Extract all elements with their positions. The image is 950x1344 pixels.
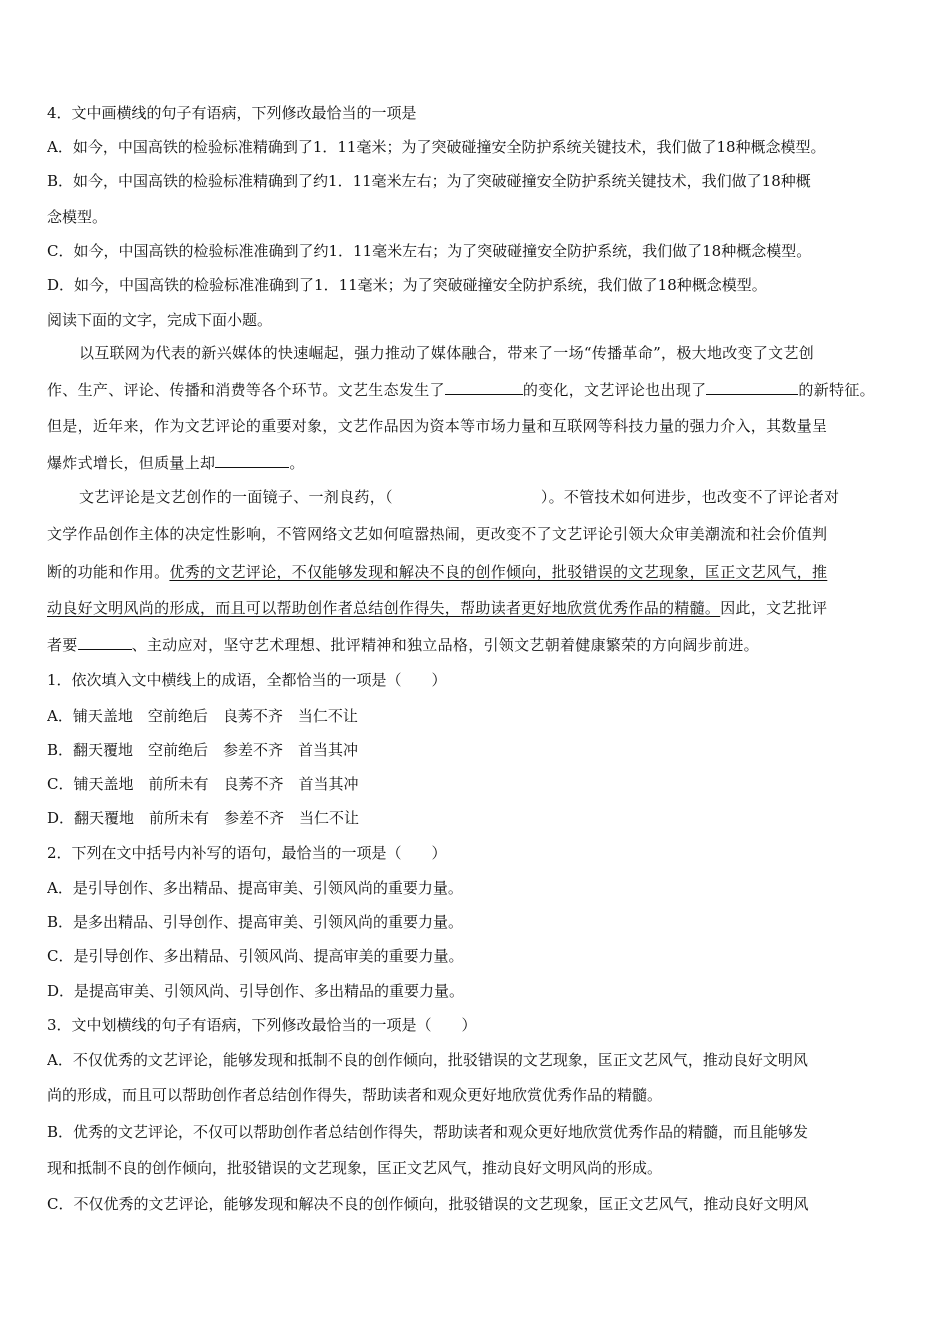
passage-p1-line2-a: 作、生产、评论、传播和消费等各个环节。文艺生态发生了	[47, 381, 445, 399]
q2-option-a: A．是引导创作、多出精品、提高审美、引领风尚的重要力量。	[47, 879, 463, 897]
q1-stem: 1．依次填入文中横线上的成语，全都恰当的一项是（ ）	[47, 671, 447, 689]
fill-blank-2	[706, 380, 798, 395]
fill-blank-3	[215, 453, 289, 468]
underlined-sentence-part2: 动良好文明风尚的形成，而且可以帮助创作者总结创作得失，帮助读者更好地欣赏优秀作品的精髓。	[47, 599, 721, 617]
q2-option-c: C．是引导创作、多出精品、引领风尚、提高审美的重要力量。	[47, 947, 464, 965]
passage-p1-line4-b: 。	[289, 454, 305, 472]
passage-p2-line1-a: 文艺评论是文艺创作的一面镜子、一剂良药，（	[79, 488, 393, 506]
passage-p1-line2	[47, 380, 907, 400]
passage-p2-line4	[47, 598, 907, 618]
passage-p2-line1	[79, 487, 907, 507]
q1-option-c: C．铺天盖地 前所未有 良莠不齐 首当其冲	[47, 775, 359, 793]
passage-p1-line4	[47, 453, 907, 473]
fill-blank-1	[445, 380, 523, 395]
passage-p1-line3: 但是，近年来，作为文艺评论的重要对象，文艺作品因为资本等市场力量和互联网等科技力量的强力介入，其数量呈	[47, 417, 828, 435]
passage-p1-line2-b: 的变化，文艺评论也出现了	[522, 381, 707, 399]
passage-p2-line5	[47, 635, 907, 655]
q4-option-b-line1: B．如今，中国高铁的检验标准精确到了约1．11毫米左右；为了突破碰撞安全防护系统关键技术，我们做了18种概	[47, 172, 811, 190]
passage-p1-line2-c: 的新特征。	[798, 381, 875, 399]
q4-option-c: C．如今，中国高铁的检验标准准确到了约1．11毫米左右；为了突破碰撞安全防护系统，我们做了18种概念模型。	[47, 242, 812, 260]
reading-intro: 阅读下面的文字，完成下面小题。	[47, 311, 273, 329]
q1-option-d: D．翻天覆地 前所未有 参差不齐 当仁不让	[47, 809, 360, 827]
passage-p2-line5-b: 、主动应对，坚守艺术理想、批评精神和独立品格，引领文艺朝着健康繁荣的方向阔步前进。	[131, 636, 759, 654]
q3-stem: 3．文中划横线的句子有语病，下列修改最恰当的一项是（ ）	[47, 1016, 477, 1034]
q2-stem: 2．下列在文中括号内补写的语句，最恰当的一项是（ ）	[47, 844, 447, 862]
passage-p2-line2: 文学作品创作主体的决定性影响，不管网络文艺如何喧嚣热闹，更改变不了文艺评论引领大众审美潮流和社会价值判	[47, 525, 828, 543]
passage-p2-line4-b: 因此，文艺批评	[720, 599, 828, 617]
q3-option-b-line2: 现和抵制不良的创作倾向，批驳错误的文艺现象，匡正文艺风气，推动良好文明风尚的形成。	[47, 1159, 663, 1177]
fill-blank-4	[78, 635, 132, 650]
q4-stem: 4．文中画横线的句子有语病，下列修改最恰当的一项是	[47, 104, 417, 122]
q3-option-c-line1: C．不仅优秀的文艺评论，能够发现和解决不良的创作倾向，批驳错误的文艺现象，匡正文艺风气，推动良好文明风	[47, 1195, 809, 1213]
passage-p2-line3	[47, 562, 907, 582]
q2-option-d: D．是提高审美、引领风尚、引导创作、多出精品的重要力量。	[47, 982, 465, 1000]
q3-option-a-line1: A．不仅优秀的文艺评论，能够发现和抵制不良的创作倾向，批驳错误的文艺现象，匡正文艺风气，推动良好文明风	[47, 1051, 808, 1069]
passage-p2-line5-a: 者要	[47, 636, 78, 654]
passage-p2-line1-b: ）。不管技术如何进步，也改变不了评论者对	[540, 488, 840, 506]
q2-option-b: B．是多出精品、引导创作、提高审美、引领风尚的重要力量。	[47, 913, 464, 931]
q3-option-a-line2: 尚的形成，而且可以帮助创作者总结创作得失，帮助读者和观众更好地欣赏优秀作品的精髓。	[47, 1086, 663, 1104]
underlined-sentence-part1: 优秀的文艺评论，不仅能够发现和解决不良的创作倾向，批驳错误的文艺现象，匡正文艺风气，推	[169, 563, 828, 581]
passage-p2-line3-a: 断的功能和作用。	[47, 563, 170, 581]
passage-p1-line4-a: 爆炸式增长，但质量上却	[47, 454, 216, 472]
q4-option-d: D．如今，中国高铁的检验标准准确到了1．11毫米；为了突破碰撞安全防护系统，我们做了18种概念模型。	[47, 276, 767, 294]
q1-option-a: A．铺天盖地 空前绝后 良莠不齐 当仁不让	[47, 707, 358, 725]
q1-option-b: B．翻天覆地 空前绝后 参差不齐 首当其冲	[47, 741, 359, 759]
q4-option-b-line2: 念模型。	[47, 208, 108, 226]
passage-p1-line1: 以互联网为代表的新兴媒体的快速崛起，强力推动了媒体融合，带来了一场“传播革命”，极大地改变了文艺创	[79, 344, 815, 362]
q4-option-a: A．如今，中国高铁的检验标准精确到了1．11毫米；为了突破碰撞安全防护系统关键技术，我们做了18种概念模型。	[47, 138, 826, 156]
q3-option-b-line1: B．优秀的文艺评论，不仅可以帮助创作者总结创作得失，帮助读者和观众更好地欣赏优秀作品的精髓，而且能够发	[47, 1123, 809, 1141]
